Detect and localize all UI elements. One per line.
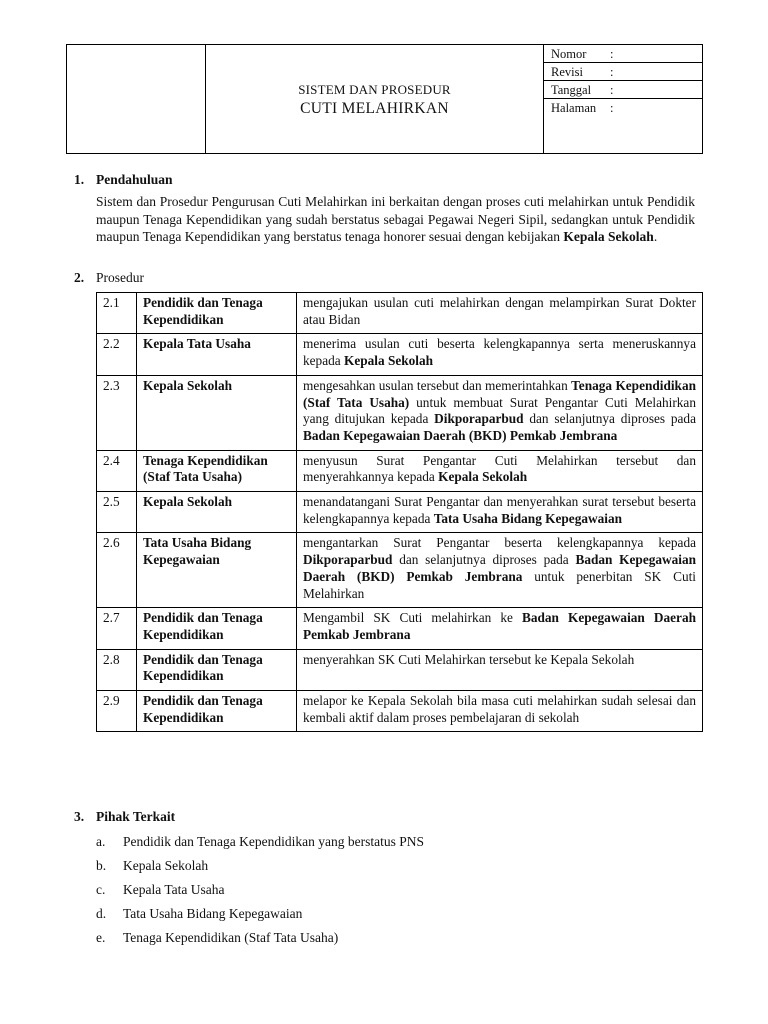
step-description <box>297 533 703 608</box>
paragraph-bold: Kepala Sekolah <box>563 229 654 244</box>
list-text: Tenaga Kependidikan (Staf Tata Usaha) <box>123 930 339 945</box>
list-text: Kepala Tata Usaha <box>123 882 225 897</box>
description-bold: Tenaga Kependidikan (Staf Tata Usaha) <box>303 377 696 410</box>
title-line-2: CUTI MELAHIRKAN <box>300 100 449 117</box>
logo-cell <box>67 45 206 153</box>
description-text: Mengambil SK Cuti melahirkan ke <box>303 610 522 626</box>
section-3-title: Pihak Terkait <box>96 809 176 824</box>
procedure-row <box>97 608 703 649</box>
step-description <box>297 608 703 649</box>
description-bold: Badan Kepegawaian Daerah (BKD) Pemkab Jembrana <box>303 427 618 443</box>
description-text: menyusun Surat Pengantar Cuti Melahirkan tersebut dan menyerahkannya kepada <box>303 452 696 485</box>
procedure-row <box>97 691 703 732</box>
list-text: Pendidik dan Tenaga Kependidikan yang berstatus PNS <box>123 834 425 849</box>
meta-label: Revisi <box>551 65 583 79</box>
step-description <box>297 375 703 450</box>
section-2-number: 2. <box>74 270 85 285</box>
description-bold: Badan Kepegawaian Daerah Pemkab Jembrana <box>303 610 696 642</box>
description-text: menandatangani Surat Pengantar dan menyerahkan surat tersebut beserta kelengkapannya kepada <box>303 494 696 526</box>
step-description <box>297 691 703 732</box>
paragraph-text: Sistem dan Prosedur Pengurusan Cuti Melahirkan ini berkaitan dengan proses cuti melahirkan untuk Pendidik maupun Tenaga Kependidikan yang sudah berstatus sebagai Pegawai Negeri Sipil, sedangkan untuk Pendidik maupun Tenaga Kependidikan yang berstatus tenaga honorer sesuai dengan kebijakan <box>96 194 695 244</box>
meta-sep: : <box>610 83 614 97</box>
description-text: untuk membuat Surat Pengantar Cuti Melahirkan yang ditujukan kepada <box>303 394 696 427</box>
procedure-row <box>97 492 703 533</box>
meta-label: Nomor <box>551 47 587 61</box>
step-description <box>297 450 703 491</box>
step-description <box>297 492 703 533</box>
step-role: Tata Usaha Bidang Kepegawaian <box>137 533 297 608</box>
description-text: menerima usulan cuti beserta kelengkapannya serta meneruskannya kepada <box>303 336 696 369</box>
step-description <box>297 293 703 334</box>
meta-revisi <box>544 63 702 81</box>
procedure-row <box>97 293 703 334</box>
step-role: Tenaga Kependidikan (Staf Tata Usaha) <box>137 450 297 491</box>
title-cell <box>206 45 543 153</box>
list-label: e. <box>96 930 106 945</box>
list-label: b. <box>96 858 107 873</box>
step-number: 2.7 <box>97 608 137 649</box>
procedure-row <box>97 334 703 375</box>
description-bold: Kepala Sekolah <box>343 353 434 369</box>
section-1-title: Pendahuluan <box>96 172 173 187</box>
description-text: mengajukan usulan cuti melahirkan dengan melampirkan Surat Dokter atau Bidan <box>303 295 696 327</box>
meta-label: Tanggal <box>551 83 592 97</box>
step-number: 2.2 <box>97 334 137 375</box>
procedure-row <box>97 649 703 690</box>
list-label: c. <box>96 882 106 897</box>
document-header <box>66 44 703 154</box>
step-number: 2.3 <box>97 375 137 450</box>
meta-nomor <box>544 45 702 63</box>
meta-label: Halaman <box>551 101 597 115</box>
step-number: 2.9 <box>97 691 137 732</box>
step-number: 2.1 <box>97 293 137 334</box>
description-bold: Dikporaparbud <box>303 552 393 568</box>
procedure-row <box>97 450 703 491</box>
description-text: mengantarkan Surat Pengantar beserta kelengkapannya kepada <box>303 535 696 551</box>
list-label: a. <box>96 834 106 849</box>
description-bold: Tata Usaha Bidang Kepegawaian <box>433 510 622 526</box>
section-2-title: Prosedur <box>96 270 144 285</box>
step-role: Pendidik dan Tenaga Kependidikan <box>137 691 297 732</box>
step-role: Kepala Tata Usaha <box>137 334 297 375</box>
list-text: Tata Usaha Bidang Kepegawaian <box>123 906 303 921</box>
step-number: 2.5 <box>97 492 137 533</box>
step-role: Pendidik dan Tenaga Kependidikan <box>137 649 297 690</box>
procedure-row <box>97 375 703 450</box>
title-line-1: SISTEM DAN PROSEDUR <box>298 82 451 97</box>
description-text: menyerahkan SK Cuti Melahirkan tersebut ke Kepala Sekolah <box>303 651 635 667</box>
procedure-table <box>96 292 703 732</box>
paragraph-end: . <box>653 229 658 244</box>
description-text: dan selanjutnya diproses pada <box>392 552 576 568</box>
step-role: Pendidik dan Tenaga Kependidikan <box>137 293 297 334</box>
meta-cell <box>543 45 702 153</box>
section-3-number: 3. <box>74 809 85 824</box>
meta-sep: : <box>610 47 614 61</box>
step-number: 2.6 <box>97 533 137 608</box>
description-bold: Dikporaparbud <box>434 411 524 427</box>
list-text: Kepala Sekolah <box>123 858 209 873</box>
procedure-row <box>97 533 703 608</box>
description-text: mengesahkan usulan tersebut dan memerintahkan <box>303 377 572 393</box>
description-bold: Badan Kepegawaian Daerah (BKD) Pemkab Jembrana <box>303 552 697 584</box>
description-text: dan selanjutnya diproses pada <box>523 411 696 427</box>
section-1-number: 1. <box>74 172 85 187</box>
step-description <box>297 649 703 690</box>
meta-sep: : <box>610 65 614 79</box>
step-number: 2.4 <box>97 450 137 491</box>
meta-halaman <box>544 99 702 117</box>
step-role: Kepala Sekolah <box>137 492 297 533</box>
description-bold: Kepala Sekolah <box>438 469 528 485</box>
meta-tanggal <box>544 81 702 99</box>
description-text: melapor ke Kepala Sekolah bila masa cuti melahirkan sudah selesai dan kembali aktif dalam proses pembelajaran di sekolah <box>303 693 696 725</box>
list-label: d. <box>96 906 107 921</box>
step-role: Pendidik dan Tenaga Kependidikan <box>137 608 297 649</box>
meta-sep: : <box>610 101 614 115</box>
step-number: 2.8 <box>97 649 137 690</box>
step-role: Kepala Sekolah <box>137 375 297 450</box>
section-1-paragraph <box>96 193 695 246</box>
step-description <box>297 334 703 375</box>
description-text: untuk penerbitan SK Cuti Melahirkan <box>303 568 696 601</box>
